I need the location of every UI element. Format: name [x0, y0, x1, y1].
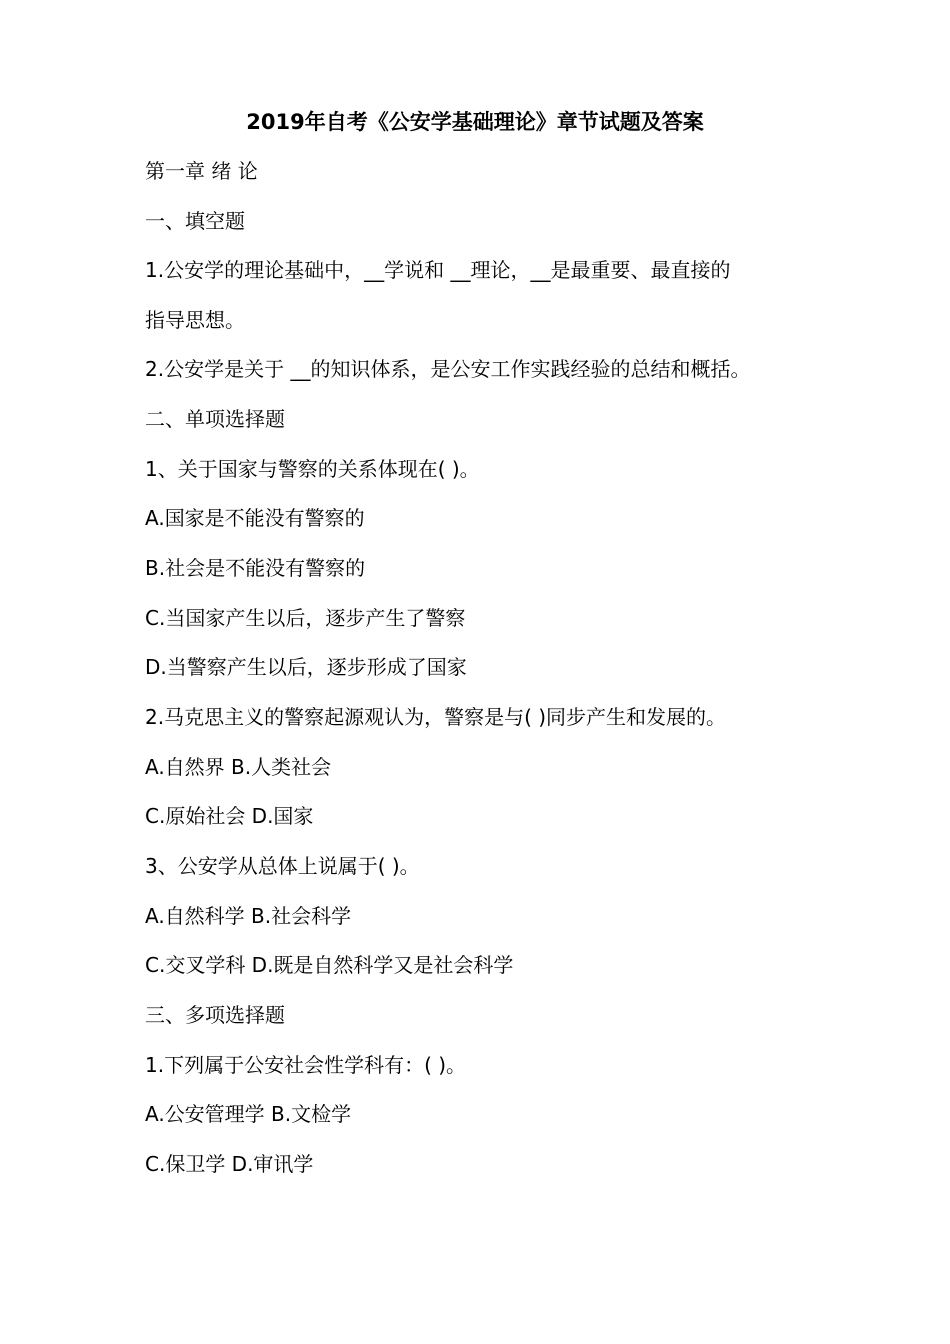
answer-options: C.交叉学科 D.既是自然科学又是社会科学: [145, 953, 514, 977]
answer-options: A.公安管理学 B.文检学: [145, 1102, 352, 1126]
section-heading-multiple-choice: 三、多项选择题: [145, 1003, 285, 1027]
question-text: 2.公安学是关于 __的知识体系，是公安工作实践经验的总结和概括。: [145, 357, 751, 381]
section-heading-single-choice: 二、单项选择题: [145, 407, 285, 431]
answer-options: C.保卫学 D.审讯学: [145, 1152, 314, 1176]
document-title: 2019年自考《公安学基础理论》章节试题及答案: [246, 110, 704, 134]
answer-options: A.自然科学 B.社会科学: [145, 904, 352, 928]
question-text: 1、关于国家与警察的关系体现在( )。: [145, 457, 480, 481]
question-text: 1.下列属于公安社会性学科有：( )。: [145, 1053, 467, 1077]
answer-options: C.原始社会 D.国家: [145, 804, 314, 828]
question-text: 2.马克思主义的警察起源观认为，警察是与( )同步产生和发展的。: [145, 705, 727, 729]
answer-option: D.当警察产生以后，逐步形成了国家: [145, 655, 467, 679]
answer-option: C.当国家产生以后，逐步产生了警察: [145, 606, 466, 630]
answer-options: A.自然界 B.人类社会: [145, 755, 332, 779]
answer-option: A.国家是不能没有警察的: [145, 506, 365, 530]
question-text-continued: 指导思想。: [145, 308, 245, 332]
chapter-heading: 第一章 绪 论: [145, 159, 258, 183]
question-text: 1.公安学的理论基础中，__学说和 __理论，__是最重要、最直接的: [145, 258, 731, 282]
question-text: 3、公安学从总体上说属于( )。: [145, 854, 420, 878]
answer-option: B.社会是不能没有警察的: [145, 556, 366, 580]
section-heading-fill-blank: 一、填空题: [145, 209, 245, 233]
